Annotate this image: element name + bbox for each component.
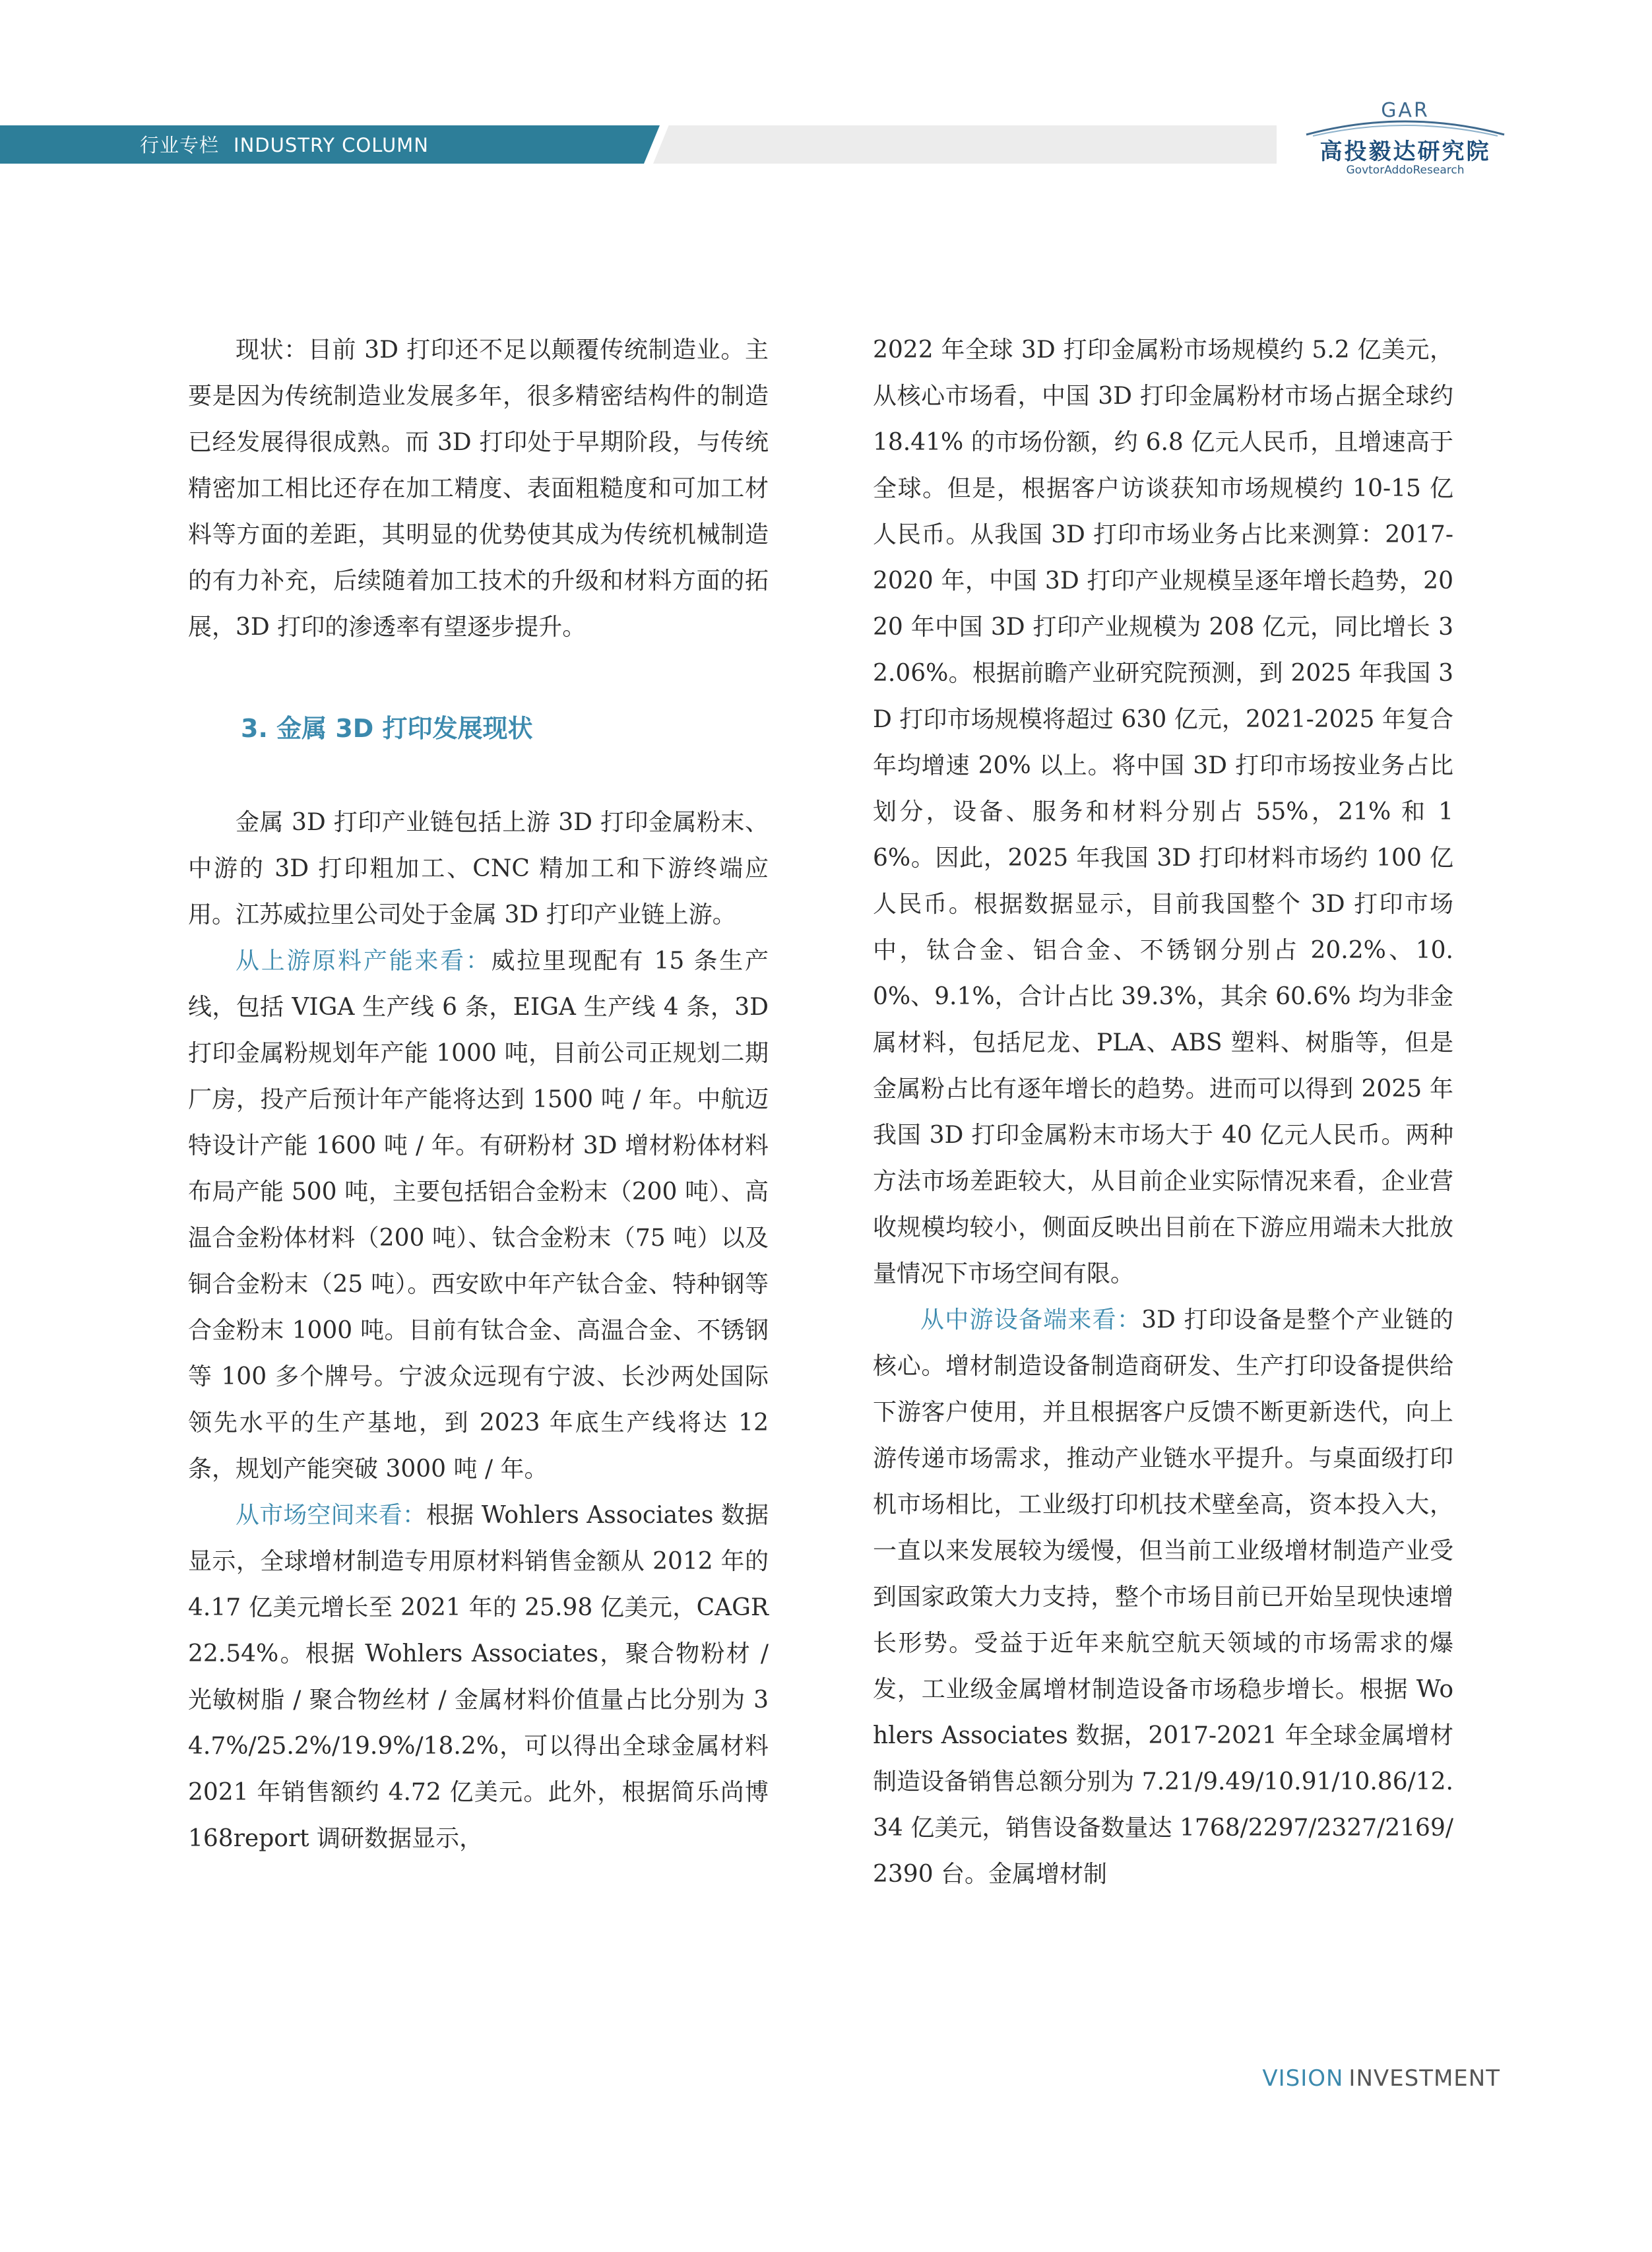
footer-brand [1262,2065,1500,2092]
right-column [873,327,1453,1898]
paragraph: 现状：目前 3D 打印还不足以颠覆传统制造业。主要是因为传统制造业发展多年，很多精密结构件的制造已经发展得很成熟。而 3D 打印处于早期阶段，与传统精密加工相比还存在加工精度、表面粗糙度和可加工材料等方面的差距，其明显的优势使其成为传统机械制造的有力补充，后续随着加工技术的升级和材料方面的拓展，3D 打印的渗透率有望逐步提升。 [188,337,769,641]
footer-vision: VISION [1262,2065,1344,2092]
logo-name-en: GovtorAddoResearch [1346,164,1465,177]
publisher-logo [1293,92,1517,185]
paragraph-body: 根据 Wohlers Associates 数据显示，全球增材制造专用原材料销售金额从 2012 年的 4.17 亿美元增长至 2021 年的 25.98 亿美元，CAGR22.54%。根据 Wohlers Associates，聚合物粉材 / 光敏树脂 / 聚合物丝材 / 金属材料价值量占比分别为 34.7%/25.2%/19.9%/18.2%，可以得出全球金属材料 2021 年销售额约 4.72 亿美元。此外，根据简乐尚博 168report 调研数据显示， [188,1502,769,1852]
paragraph: 金属 3D 打印产业链包括上游 3D 打印金属粉末、中游的 3D 打印粗加工、CNC 精加工和下游终端应用。江苏威拉里公司处于金属 3D 打印产业链上游。 [188,809,769,928]
paragraph [188,938,769,1493]
header-grey-bar [653,125,1277,164]
footer-investment: INVESTMENT [1349,2065,1500,2092]
column-label [140,132,429,158]
paragraph [188,1493,769,1862]
paragraph-lead: 从市场空间来看： [236,1502,426,1529]
logo-abbr: GAR [1381,99,1430,122]
column-label-cn: 行业专栏 [140,134,220,156]
section-heading: 3. 金属 3D 打印发展现状 [241,714,533,743]
logo-name-cn: 高投毅达研究院 [1319,139,1491,165]
paragraph-lead: 从中游设备端来看： [920,1306,1142,1334]
column-label-en: INDUSTRY COLUMN [234,134,429,156]
paragraph [873,1297,1453,1898]
paragraph-body: 3D 打印设备是整个产业链的核心。增材制造设备制造商研发、生产打印设备提供给下游客户使用，并且根据客户反馈不断更新迭代，向上游传递市场需求，推动产业链水平提升。与桌面级打印机市场相比，工业级打印机技术壁垒高，资本投入大，一直以来发展较为缓慢，但当前工业级增材制造产业受到国家政策大力支持，整个市场目前已开始呈现快速增长形势。受益于近年来航空航天领域的市场需求的爆发，工业级金属增材制造设备市场稳步增长。根据 Wohlers Associates 数据，2017-2021 年全球金属增材制造设备销售总额分别为 7.21/9.49/10.91/10.86/12.34 亿美元，销售设备数量达 1768/2297/2327/2169/2390 台。金属增材制 [873,1306,1453,1888]
paragraph-body: 威拉里现配有 15 条生产线，包括 VIGA 生产线 6 条，EIGA 生产线 4 条，3D 打印金属粉规划年产能 1000 吨，目前公司正规划二期厂房，投产后预计年产能将达到 1500 吨 / 年。中航迈特设计产能 1600 吨 / 年。有研粉材 3D 增材粉体材料布局产能 500 吨，主要包括铝合金粉末（200 吨）、高温合金粉体材料（200 吨）、钛合金粉末（75 吨）以及铜合金粉末（25 吨）。西安欧中年产钛合金、特种钢等合金粉末 1000 吨。目前有钛合金、高温合金、不锈钢等 100 多个牌号。宁波众远现有宁波、长沙两处国际领先水平的生产基地，到 2023 年底生产线将达 12 条，规划产能突破 3000 吨 / 年。 [188,948,769,1483]
left-column [188,327,769,1862]
paragraph-continued: 2022 年全球 3D 打印金属粉市场规模约 5.2 亿美元，从核心市场看，中国 3D 打印金属粉材市场占据全球约 18.41% 的市场份额，约 6.8 亿元人民币，且增速高于全球。但是，根据客户访谈获知市场规模约 10-15 亿人民币。从我国 3D 打印市场业务占比来测算：2017-2020 年，中国 3D 打印产业规模呈逐年增长趋势，2020 年中国 3D 打印产业规模为 208 亿元，同比增长 32.06%。根据前瞻产业研究院预测，到 2025 年我国 3D 打印市场规模将超过 630 亿元，2021-2025 年复合年均增速 20% 以上。将中国 3D 打印市场按业务占比划分，设备、服务和材料分别占 55%，21% 和 16%。因此，2025 年我国 3D 打印材料市场约 100 亿人民币。根据数据显示，目前我国整个 3D 打印市场中，钛合金、铝合金、不锈钢分别占 20.2%、10.0%、9.1%，合计占比 39.3%，其余 60.6% 均为非金属材料，包括尼龙、PLA、ABS 塑料、树脂等，但是金属粉占比有逐年增长的趋势。进而可以得到 2025 年我国 3D 打印金属粉末市场大于 40 亿元人民币。两种方法市场差距较大，从目前企业实际情况来看，企业营收规模均较小，侧面反映出目前在下游应用端未大批放量情况下市场空间有限。 [873,337,1453,1287]
paragraph-lead: 从上游原料产能来看： [236,948,492,975]
